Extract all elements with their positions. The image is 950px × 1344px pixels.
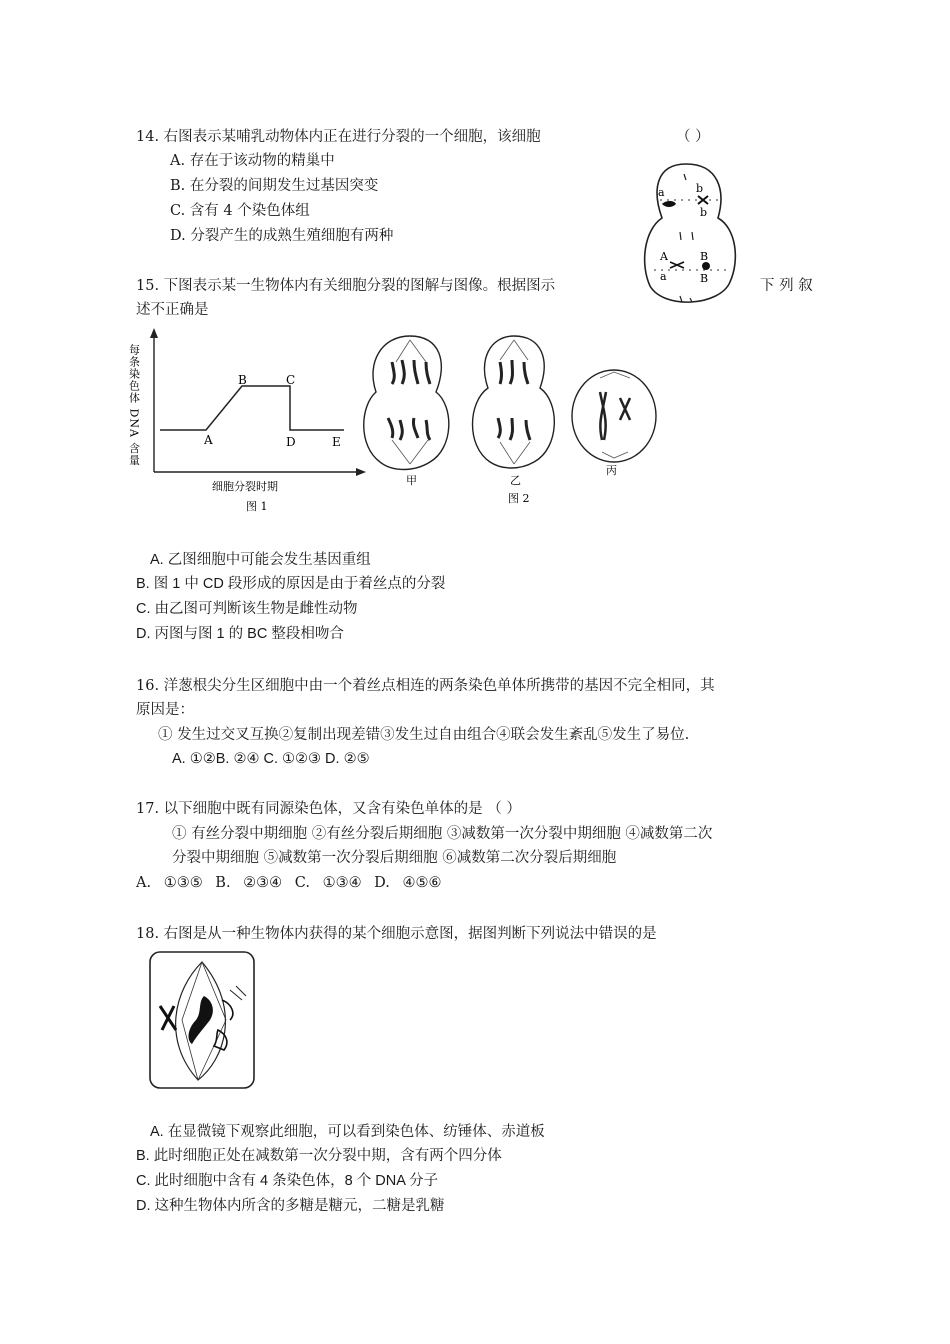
cell-membrane xyxy=(645,164,736,302)
q14-gene-label: b xyxy=(696,182,704,195)
point-label: E xyxy=(332,435,341,449)
chromosome xyxy=(670,262,684,268)
y-axis-label: 每条染色体 DNA 含量 xyxy=(127,344,141,467)
q14-gene-label: A xyxy=(660,250,668,263)
q17-stem: 17. 以下细胞中既有同源染色体，又含有染色单体的是 （ ） xyxy=(136,801,521,817)
x-axis-label: 细胞分裂时期 xyxy=(212,480,278,493)
q18-option-b: B. 此时细胞正处在减数第一次分裂中期，含有两个四分体 xyxy=(136,1148,502,1164)
cell-jia xyxy=(364,336,449,470)
spindle-fiber xyxy=(500,340,530,464)
chromosomes xyxy=(500,360,528,384)
q14-option-a: A. 存在于该动物的精巢中 xyxy=(170,153,335,169)
q15-stem-continued: 述不正确是 xyxy=(136,302,209,318)
figure-1-caption: 图 1 xyxy=(246,500,268,513)
q15-option-d: D. 丙图与图 1 的 BC 整段相吻合 xyxy=(136,626,344,642)
chromosome xyxy=(702,262,710,270)
q14-gene-label: a xyxy=(658,186,665,199)
figure-2-caption: 图 2 xyxy=(508,492,530,505)
q18-option-d: D. 这种生物体内所含的多糖是糖元，二糖是乳糖 xyxy=(136,1198,445,1214)
centriole xyxy=(230,986,246,1000)
cell-bing xyxy=(572,370,656,462)
point-label: C xyxy=(286,373,296,387)
cell-yi xyxy=(473,336,555,468)
chromosomes xyxy=(498,418,530,440)
point-label: A xyxy=(204,433,213,447)
chromosome xyxy=(698,196,708,204)
x-axis-arrow xyxy=(356,468,366,476)
q14-gene-label: B xyxy=(700,272,709,285)
chromosomes xyxy=(388,418,430,440)
chromosomes xyxy=(392,360,430,384)
cell-yi-label: 乙 xyxy=(510,474,521,487)
point-label: B xyxy=(238,373,247,387)
q15-option-c: C. 由乙图可判断该生物是雌性动物 xyxy=(136,601,358,617)
q14-option-d: D. 分裂产生的成熟生殖细胞有两种 xyxy=(170,228,394,244)
q16-items: ① 发生过交叉互换②复制出现差错③发生过自由组合④联会发生紊乱⑤发生了易位. xyxy=(158,727,690,743)
spindle-fiber xyxy=(392,340,428,464)
q18-stem: 18. 右图是从一种生物体内获得的某个细胞示意图，据图判断下列说法中错误的是 xyxy=(136,926,657,942)
q18-cell-figure xyxy=(146,950,258,1092)
chromosome xyxy=(189,996,213,1044)
q15-stem: 15. 下图表示某一生物体内有关细胞分裂的图解与图像。根据图示 xyxy=(136,278,556,294)
q15-figure xyxy=(127,322,660,518)
chromosomes xyxy=(620,398,630,420)
q15-stem-end: 下 列 叙 xyxy=(760,278,813,294)
q16-options: A. ①②B. ②④ C. ①②③ D. ②⑤ xyxy=(172,751,370,767)
q17-items-line2: 分裂中期细胞 ⑤减数第一次分裂后期细胞 ⑥减数第二次分裂后期细胞 xyxy=(172,850,617,866)
point-label: D xyxy=(286,435,296,449)
y-axis-arrow xyxy=(150,328,158,338)
q17-items-line1: ① 有丝分裂中期细胞 ②有丝分裂后期细胞 ③减数第一次分裂中期细胞 ④减数第二次 xyxy=(172,826,713,842)
q18-option-c: C. 此时细胞中含有 4 条染色体，8 个 DNA 分子 xyxy=(136,1173,439,1189)
chromosome xyxy=(662,201,676,207)
q14-option-c: C. 含有 4 个染色体组 xyxy=(170,203,310,219)
pole-marks xyxy=(680,174,693,302)
cell-jia-label: 甲 xyxy=(406,474,417,487)
q14-option-b: B. 在分裂的间期发生过基因突变 xyxy=(170,178,379,194)
dna-content-line xyxy=(160,386,344,430)
q14-answer-paren: （ ） xyxy=(676,129,710,145)
q17-options: A. ①③⑤ B. ②③④ C. ①③④ D. ④⑤⑥ xyxy=(136,875,442,891)
q14-gene-label: a xyxy=(660,270,667,283)
chromosome xyxy=(160,1006,176,1030)
q14-gene-label: B xyxy=(700,250,709,263)
q18-option-a: A. 在显微镜下观察此细胞，可以看到染色体、纺锤体、赤道板 xyxy=(150,1124,545,1140)
q14-gene-label: b xyxy=(700,206,708,219)
q15-option-a: A. 乙图细胞中可能会发生基因重组 xyxy=(150,552,371,568)
q14-stem: 14. 右图表示某哺乳动物体内正在进行分裂的一个细胞，该细胞 xyxy=(136,129,541,145)
cell-bing-label: 丙 xyxy=(606,464,617,477)
q16-stem-continued: 原因是： xyxy=(136,702,194,718)
q14-cell-figure xyxy=(640,160,740,310)
chromosomes xyxy=(600,392,606,440)
q15-option-b: B. 图 1 中 CD 段形成的原因是由于着丝点的分裂 xyxy=(136,576,446,592)
q16-stem: 16. 洋葱根尖分生区细胞中由一个着丝点相连的两条染色单体所携带的基因不完全相同，其 xyxy=(136,678,715,694)
